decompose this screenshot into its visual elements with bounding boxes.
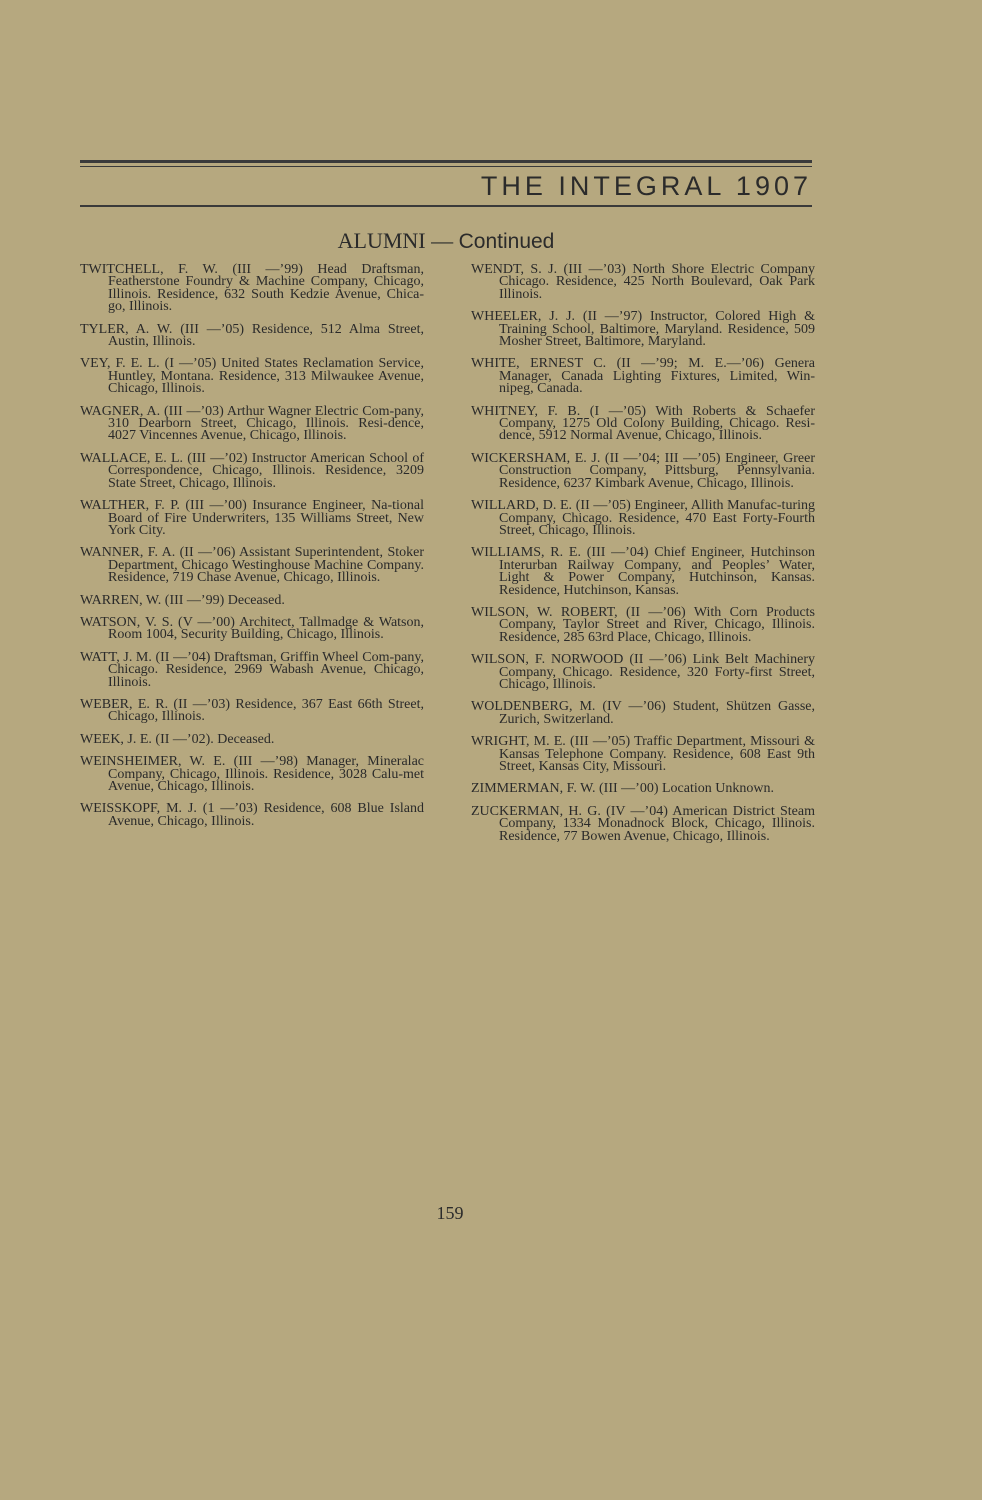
right-column [471,264,815,853]
alumni-entry: WEBER, E. R. (II —’03) Residence, 367 East 66th Street, Chicago, Illinois. [80,696,424,725]
header-rule-top-thin [80,166,812,167]
page-number: 159 [436,1203,464,1223]
alumni-entry: WALTHER, F. P. (III —’00) Insurance Engineer, Na-tional Board of Fire Underwriters, 135 Williams Street, New York City. [80,498,424,538]
alumni-entry: WHITE, ERNEST C. (II —’99; M. E.—’06) Genera Manager, Canada Lighting Fixtures, Limited, Win-nipeg, Canada. [471,356,815,397]
running-header-title: THE INTEGRAL 1907 [480,171,812,201]
alumni-entry: WILLARD, D. E. (II —’05) Engineer, Allith Manufac-turing Company, Chicago. Residence, 470 East Forty-Fourth Street, Chicago, Illinois. [471,498,815,538]
alumni-entry: WHITNEY, F. B. (I —’05) With Roberts & Schaefer Company, 1275 Old Colony Building, Chicago. Resi-dence, 5912 Normal Avenue, Chicago, Illinois. [471,403,815,444]
alumni-entry: WEISSKOPF, M. J. (1 —’03) Residence, 608 Blue Island Avenue, Chicago, Illinois. [80,801,424,829]
alumni-entry: WARREN, W. (III —’99) Deceased. [80,592,285,608]
alumni-entry: WOLDENBERG, M. (IV —’06) Student, Shützen Gasse, Zurich, Switzerland. [471,699,815,727]
alumni-entry: WATT, J. M. (II —’04) Draftsman, Griffin Wheel Com-pany, Chicago. Residence, 2969 Wabash Avenue, Chicago, Illinois. [80,649,424,690]
left-column [80,264,424,838]
alumni-entry: WILSON, F. NORWOOD (II —’06) Link Belt Machinery Company, Chicago. Residence, 320 Forty-first Street, Chicago, Illinois. [471,652,815,692]
section-title-continued: Continued [458,230,555,253]
header-rule-top-thick [80,160,812,163]
alumni-entry: WEINSHEIMER, W. E. (III —’98) Manager, Mineralac Company, Chicago, Illinois. Residence, 3028 Calu-met Avenue, Chicago, Illinois. [80,754,424,794]
section-title-main: ALUMNI [337,228,426,253]
header-rule-bottom [80,205,812,207]
alumni-entry: ZIMMERMAN, F. W. (III —’00) Location Unknown. [471,781,774,797]
alumni-entry: WILLIAMS, R. E. (III —’04) Chief Engineer, Hutchinson Interurban Railway Company, and Peoples’ Water, Light & Power Company, Hutchinson, Kansas. Residence, Hutchinson, Kansas. [471,545,815,598]
alumni-entry: WHEELER, J. J. (II —’97) Instructor, Colored High & Training School, Baltimore, Maryland. Residence, 509 Mosher Street, Baltimore, Maryland. [471,309,815,350]
alumni-entry: WANNER, F. A. (II —’06) Assistant Superintendent, Stoker Department, Chicago Westinghouse Machine Company. Residence, 719 Chase Avenue, Chicago, Illinois. [80,545,424,586]
section-title-separator: — [425,228,459,253]
alumni-entry: WRIGHT, M. E. (III —’05) Traffic Department, Missouri & Kansas Telephone Company. Residence, 608 East 9th Street, Kansas City, Missouri. [471,734,815,774]
alumni-entry: WICKERSHAM, E. J. (II —’04; III —’05) Engineer, Greer Construction Company, Pittsburg, Pennsylvania. Residence, 6237 Kimbark Avenue, Chicago, Illinois. [471,450,815,491]
alumni-entry: WATSON, V. S. (V —’00) Architect, Tallmadge & Watson, Room 1004, Security Building, Chicago, Illinois. [80,614,424,643]
alumni-entry: WEEK, J. E. (II —’02). Deceased. [80,731,275,747]
alumni-entry: WAGNER, A. (III —’03) Arthur Wagner Electric Com-pany, 310 Dearborn Street, Chicago, Illinois. Resi-dence, 4027 Vincennes Avenue, Chicago, Illinois. [80,403,424,444]
alumni-entry: WENDT, S. J. (III —’03) North Shore Electric Company Chicago. Residence, 425 North Boulevard, Oak Park Illinois. [471,262,815,302]
alumni-entry: VEY, F. E. L. (I —’05) United States Reclamation Service, Huntley, Montana. Residence, 313 Milwaukee Avenue, Chicago, Illinois. [80,356,424,397]
alumni-entry: WALLACE, E. L. (III —’02) Instructor American School of Correspondence, Chicago, Illinois. Residence, 3209 State Street, Chicago, Illinois. [80,450,424,491]
alumni-entry: TWITCHELL, F. W. (III —’99) Head Draftsman, Featherstone Foundry & Machine Company, Chicago, Illinois. Residence, 632 South Kedzie Avenue, Chica-go, Illinois. [80,262,424,315]
alumni-entry: ZUCKERMAN, H. G. (IV —’04) American District Steam Company, 1334 Monadnock Block, Chicago, Illinois. Residence, 77 Bowen Avenue, Chicago, Illinois. [471,803,815,844]
section-title [0,230,892,252]
alumni-entry: TYLER, A. W. (III —’05) Residence, 512 Alma Street, Austin, Illinois. [80,321,424,350]
alumni-entry: WILSON, W. ROBERT, (II —’06) With Corn Products Company, Taylor Street and River, Chicago, Illinois. Residence, 285 63rd Place, Chicago, Illinois. [471,604,815,645]
